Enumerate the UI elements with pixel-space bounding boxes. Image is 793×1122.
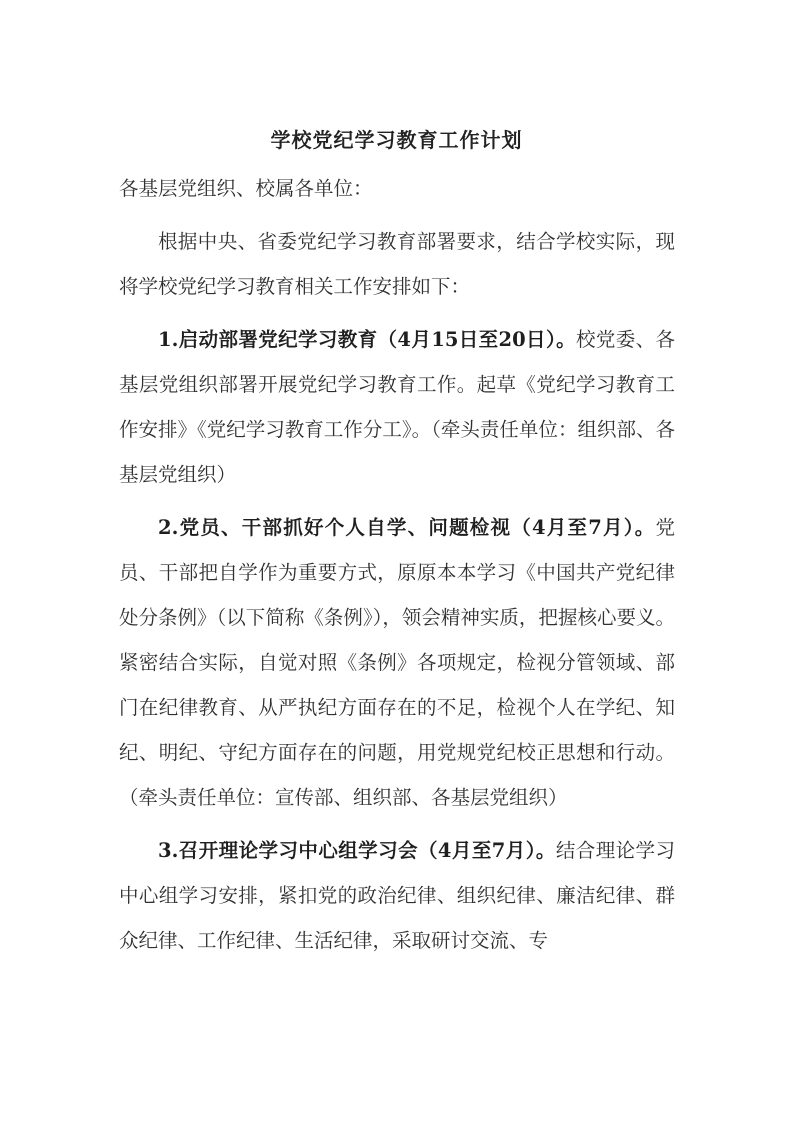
item-heading-1: 1.启动部署党纪学习教育（4月15日至20日）。 [158, 328, 576, 351]
salutation: 各基层党组织、校属各单位： [119, 177, 373, 200]
document-title: 学校党纪学习教育工作计划 [270, 128, 523, 152]
item-heading-2: 2.党员、干部抓好个人自学、问题检视（4月至7月）。 [158, 516, 656, 539]
item-paragraph-3 [119, 828, 675, 963]
item-text-2: 党员、干部把自学作为重要方式，原原本本学习《中国共产党纪律处分条例》（以下简称《条例》），领会精神实质，把握核心要义。紧密结合实际，自觉对照《条例》各项规定，检视分管领域、部门在纪律教育、从严执纪方面存在的不足，检视个人在学纪、知纪、明纪、守纪方面存在的问题，用党规党纪校正思想和行动。（牵头责任单位：宣传部、组织部、各基层党组织） [119, 516, 675, 809]
item-heading-3: 3.召开理论学习中心组学习会（4月至7月）。 [158, 839, 556, 862]
intro-paragraph: 根据中央、省委党纪学习教育部署要求，结合学校实际，现将学校党纪学习教育相关工作安排如下： [119, 230, 675, 298]
item-text-3: 结合理论学习中心组学习安排，紧扣党的政治纪律、组织纪律、廉洁纪律、群众纪律、工作纪律、生活纪律，采取研讨交流、专 [119, 839, 675, 952]
item-paragraph-2 [119, 505, 675, 820]
document-body [119, 166, 675, 971]
item-text-1: 校党委、各基层党组织部署开展党纪学习教育工作。起草《党纪学习教育工作安排》《党纪学习教育工作分工》。（牵头责任单位：组织部、各基层党组织） [119, 328, 675, 486]
item-paragraph-1 [119, 317, 675, 497]
